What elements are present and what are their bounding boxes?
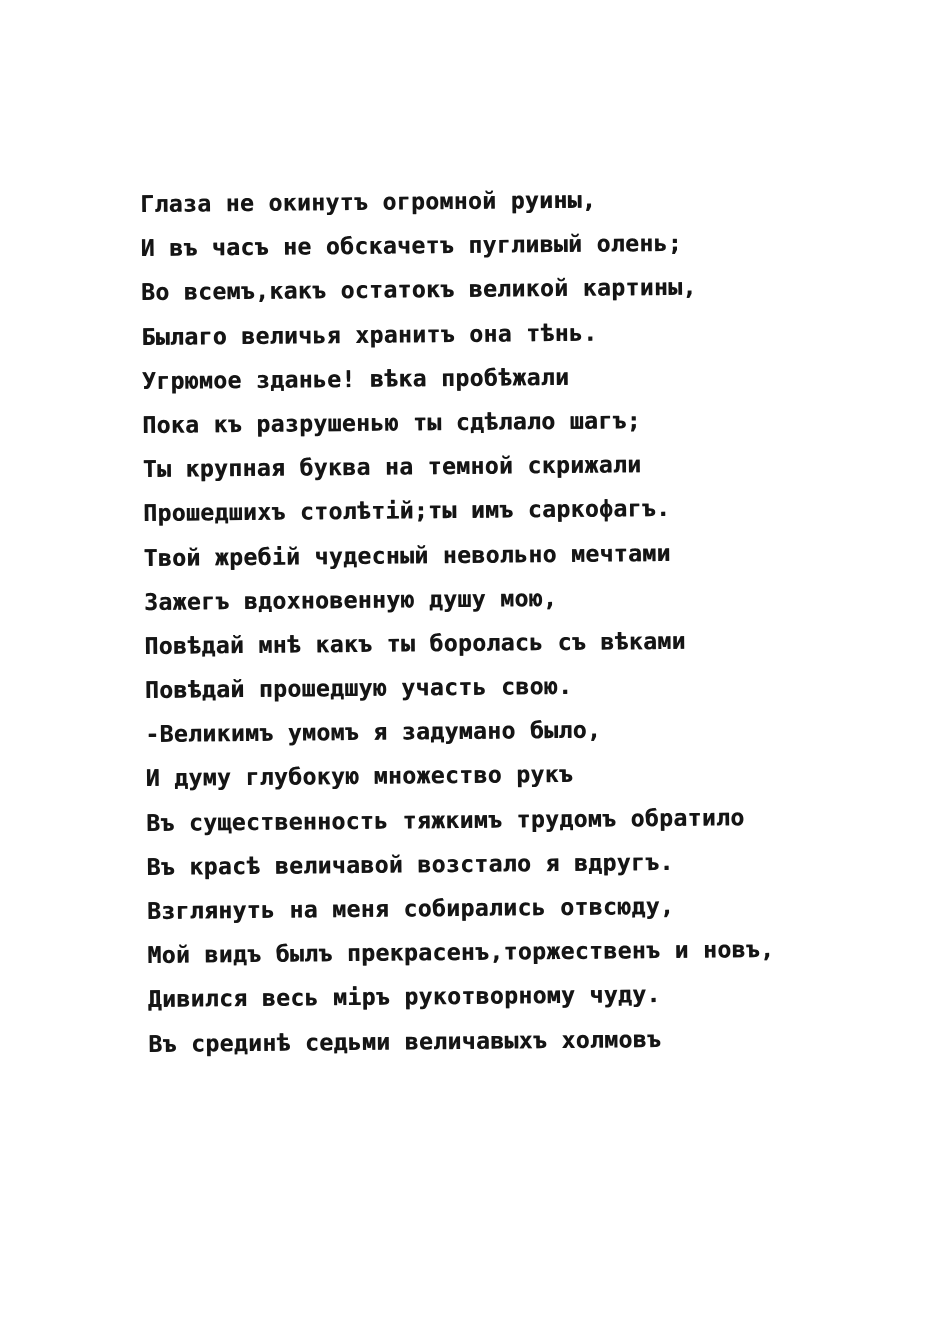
poem-line-17: Взглянуть на меня собирались отвсюду, [146,893,675,925]
poem-line-7: Ты крупная буква на темной скрижали [142,452,642,484]
poem-line-15: Въ существенность тяжкимъ трудомъ обратило [146,804,745,837]
poem-line-16: Въ красѣ величавой возстало я вдругъ. [146,849,674,881]
poem-line-14: И думу глубокую множество рукъ [145,762,574,793]
poem-line-1: Глаза не окинутъ огромной руины, [140,187,597,218]
poem-line-8: Прошедшихъ столѣтiй;ты имъ саркофагъ. [143,496,671,528]
poem-line-12: Повѣдай прошедшую участь свою. [144,673,573,705]
poem-line-3: Во всемъ,какъ остатокъ великой картины, [140,275,697,307]
poem-line-19: Дивился весь мiръ рукотворному чуду. [147,982,661,1014]
poem-line-11: Повѣдай мнѣ какъ ты боролась съ вѣками [144,628,686,660]
poem-line-2: И въ часъ не обскачетъ пугливый олень; [140,230,683,263]
poem-line-20: Въ срединѣ седьми величавыхъ холмовъ [148,1026,662,1058]
poem-line-18: Мой видъ былъ прекрасенъ,торжественъ и новъ, [147,937,775,970]
poem-text [140,176,848,1066]
poem-line-10: Зажегъ вдохновенную душу мою, [143,585,558,616]
poem-line-6: Пока къ разрушенью ты сдѣлало шагъ; [142,408,642,439]
poem-line-5: Угрюмое зданье! вѣка пробѣжали [141,364,570,395]
poem-line-13: -Великимъ умомъ я задумано было, [145,717,602,749]
poem-line-9: Твой жребiй чудесный невольно мечтами [143,540,671,572]
poem-line-4: Былаго величья хранитъ она тѣнь. [141,320,598,351]
